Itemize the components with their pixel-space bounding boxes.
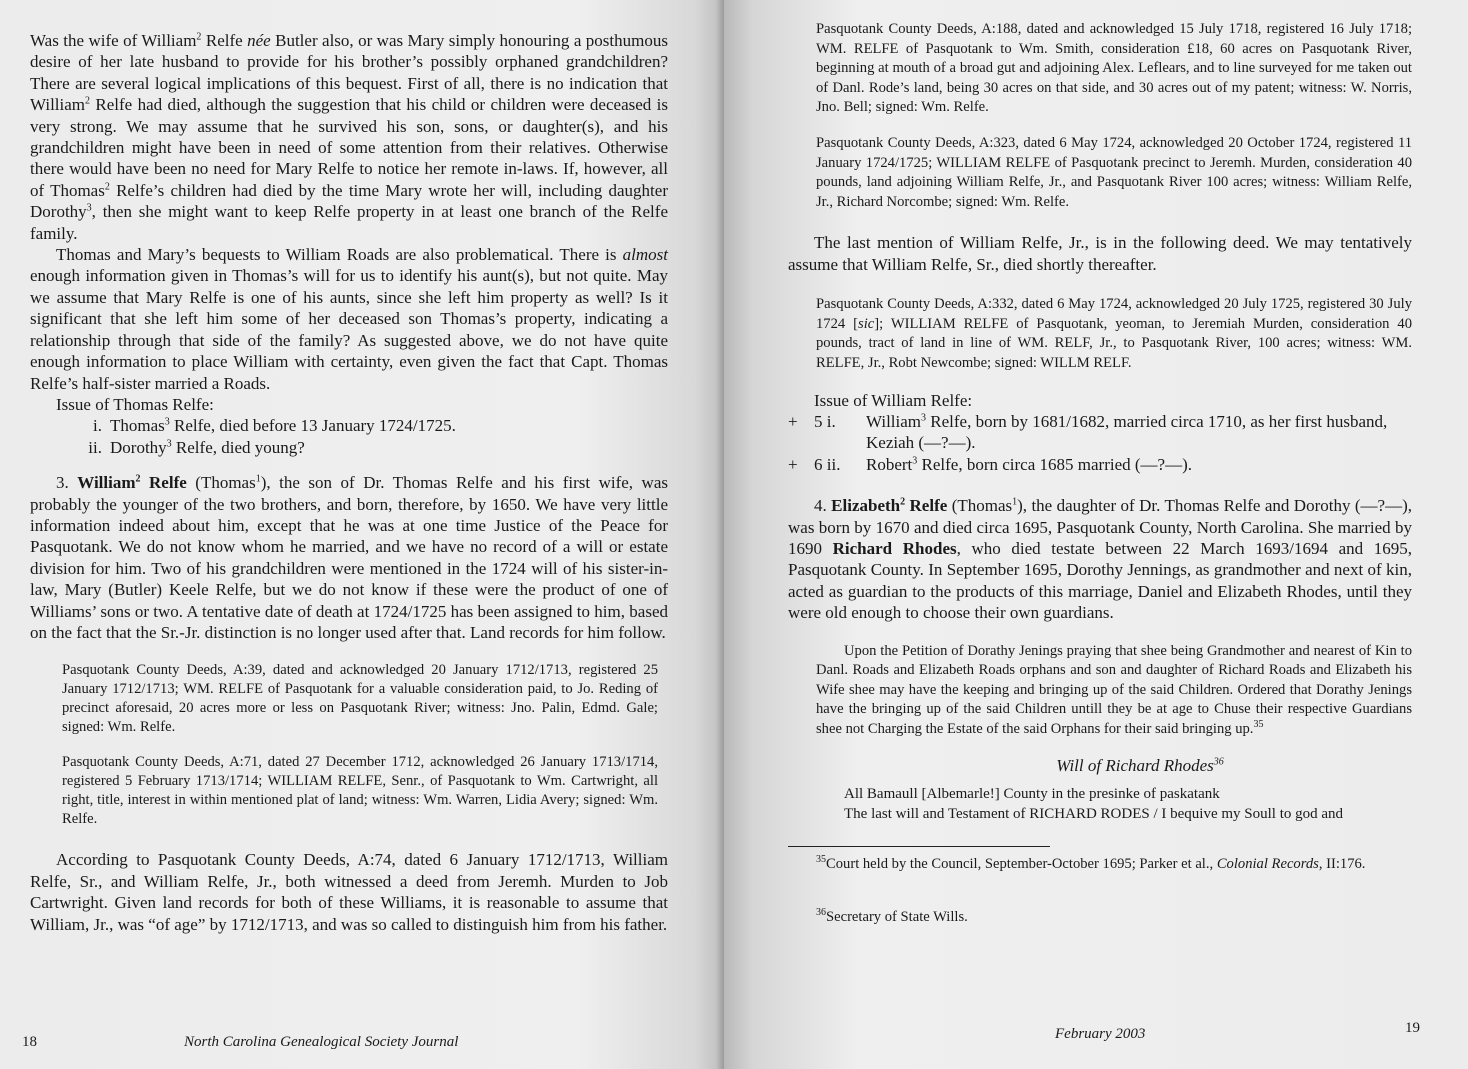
footnote-divider bbox=[788, 846, 1050, 847]
issue-text: Robert$^3$ Relfe, born circa 1685 married (—?—). bbox=[866, 454, 1193, 474]
list-item bbox=[30, 437, 668, 458]
deed-a71: Pasquotank County Deeds, A:71, dated 27 December 1712, acknowledged 26 January 1713/1714, registered 5 February 1713/1714; WILLIAM RELFE, Senr., of Pasquotank to Wm. Cartwright, all right, title, interest in within mentioned plat of land; witness: Wm. Warren, Lidia Avery; signed: Wm. Relfe. bbox=[62, 754, 658, 828]
deed-a39: Pasquotank County Deeds, A:39, dated and acknowledged 20 January 1712/1713, registered 25 January 1712/1713; WM. RELFE of Pasquotank for a valuable consideration paid, to Jo. Reding of precinct aforesaid, 20 acres more or less on Pasquotank River; witness: Jno. Palin, Edmd. Gale; signed: Wm. Relfe. bbox=[62, 662, 658, 736]
issue-text: Dorothy$^3$ Relfe, died young? bbox=[110, 437, 305, 457]
page-number: 18 bbox=[22, 1034, 37, 1050]
issue-text: Thomas$^3$ Relfe, died before 13 January 1724/1725. bbox=[110, 416, 456, 436]
paragraph-last-mention: The last mention of William Relfe, Jr., is in the following deed. We may tentatively assume that William Relfe, Sr., died shortly thereafter. bbox=[788, 233, 1412, 274]
issue-heading: Issue of Thomas Relfe: bbox=[56, 394, 214, 414]
issue-number: 5 i. bbox=[814, 411, 836, 431]
left-page bbox=[0, 0, 724, 1069]
right-page bbox=[724, 0, 1468, 1069]
will-title: Will of Richard Rhodes$^{36}$ bbox=[1056, 755, 1224, 775]
deed-a188: Pasquotank County Deeds, A:188, dated and acknowledged 15 July 1718, registered 16 July 1718; WM. RELFE of Pasquotank to Wm. Smith, consideration £18, 60 acres on Pasquotank River, beginning at mouth of a broad gut and adjoining Alex. Leflears, and to line surveyed for me taken out of Danl. Rode’s land, being 30 acres on that side, and 30 acres out of my patent; witness: W. Norris, Jno. Bell; signed: Wm. Relfe. bbox=[816, 21, 1412, 116]
issue-marker: + bbox=[788, 454, 798, 474]
petition-quote: Upon the Petition of Dorathy Jenings praying that shee being Grandmother and nearest of Kin to Danl. Roads and Elizabeth Roads orphans and son and daughter of Richard Roads and Elizabeth his Wife shee may have the keeping and bringing up of the said Children. Ordered that Dorathy Jenings have the bringing up of the said Children untill they be at age to Chuse their respective Guardians shee not Charging the Estate of the said Orphans for their said bringing up.$^{35}$ bbox=[816, 642, 1412, 737]
issue-text: William$^3$ Relfe, born by 1681/1682, married circa 1710, as her first husband, bbox=[866, 411, 1388, 431]
deed-a332: Pasquotank County Deeds, A:332, dated 6 May 1724, acknowledged 20 July 1725, registered 30 July 1724 [sic]; WILLIAM RELFE of Pasquotank, yeoman, to Jeremiah Murden, consideration 40 pounds, tract of land in line of WM. RELF, Jr., to Pasquotank River, 100 acres; witness: WM. RELFE, Jr., Robt Newcombe; signed: WILLM RELF. bbox=[816, 296, 1412, 371]
list-item bbox=[30, 415, 668, 436]
will-line: The last will and Testament of RICHARD RODES / I bequive my Soull to god and bbox=[844, 805, 1344, 822]
paragraph-elizabeth-entry: 4. Elizabeth$^2$ Relfe (Thomas$^1$), the daughter of Dr. Thomas Relfe and Dorothy (—?—), was born by 1670 and died circa 1695, Pasquotank County, North Carolina. She married by 1690 Richard Rhodes, who died testate between 22 March 1693/1694 and 1695, Pasquotank County. In September 1695, Dorothy Jennings, as grandmother and next of kin, acted as guardian to the products of this marriage, Daniel and Elizabeth Rhodes, until they were old enough to choose their own guardians. bbox=[788, 496, 1413, 623]
list-item bbox=[788, 411, 1412, 432]
paragraph-bequests: Thomas and Mary’s bequests to William Roads are also problematical. There is almost enough information given in Thomas’s will for us to identify his aunt(s), but not quite. May we assume that Mary Relfe is one of his aunts, since she left him property as well? Is it significant that she left him some of her deceased son Thomas’s property, indicating a relationship through that side of the family? As suggested above, we do not have quite enough information to place William with certainty, even given the fact that Capt. Thomas Relfe’s half-sister married a Roads. bbox=[30, 245, 668, 393]
footnote-35: $^{35}$Court held by the Council, September-October 1695; Parker et al., Colonial Records, II:176. bbox=[816, 853, 1366, 872]
issue-number: i. bbox=[93, 416, 102, 436]
issue-list bbox=[788, 411, 1412, 475]
issue-heading: Issue of William Relfe: bbox=[814, 390, 973, 410]
paragraph-william-entry: 3. William$^2$ Relfe (Thomas$^1$), the son of Dr. Thomas Relfe and his first wife, was probably the younger of the two brothers, and born, therefore, by 1650. We have very little information indeed about him, except that he was at one time Justice of the Peace for Pasquotank. We do not know whom he married, and we have no record of a will or estate division for him. Two of his grandchildren were mentioned in the 1724 will of his sister-in-law, Mary (Butler) Keele Relfe, but we do not know if these were the product of one of Williams’ sons or two. A tentative date of death at 1724/1725 has been assigned to him, based on the fact that the Sr.-Jr. distinction is no longer used after that. Land records for him follow. bbox=[30, 473, 668, 642]
paragraph-wife-question: Was the wife of William$^2$ Relfe née Butler also, or was Mary simply honouring a posthumous desire of her late husband to provide for his brother’s possibly orphaned grandchildren? There are several logical implications of this bequest. First of all, there is no indication that William$^2$ Relfe had died, although the suggestion that his child or children were deceased is very strong. We may assume that he survived his son, sons, or daughter(s), and his grandchildren might have been in need of some attention from their relatives. Otherwise there would have been no need for Mary Relfe to notice her remote in-laws. If, however, all of Thomas$^2$ Relfe’s children had died by the time Mary wrote her will, including daughter Dorothy$^3$, then she might want to keep Relfe property in at least one branch of the Relfe family. bbox=[30, 31, 668, 243]
footnote-36: $^{36}$Secretary of State Wills. bbox=[816, 906, 968, 925]
list-item-continuation: Keziah (—?—). bbox=[866, 433, 976, 453]
list-item bbox=[788, 454, 1412, 475]
paragraph-deed-a74: According to Pasquotank County Deeds, A:74, dated 6 January 1712/1713, William Relfe, Sr., and William Relfe, Jr., both witnessed a deed from Jeremh. Murden to Job Cartwright. Given land records for both of these Williams, it is reasonable to assume that William, Jr., was “of age” by 1712/1713, and was so called to distinguish him from his father. bbox=[30, 850, 668, 934]
issue-marker: + bbox=[788, 411, 798, 431]
running-footer: North Carolina Genealogical Society Journal bbox=[184, 1034, 459, 1050]
running-footer-date: February 2003 bbox=[1055, 1026, 1146, 1042]
issue-list bbox=[30, 415, 668, 458]
deed-a323: Pasquotank County Deeds, A:323, dated 6 May 1724, acknowledged 20 October 1724, registered 11 January 1724/1725; WILLIAM RELFE of Pasquotank precinct to Jeremh. Murden, consideration 40 pounds, land adjoining William Relfe, Jr., and Pasquotank River 100 acres; witness: William Relfe, Jr., Richard Norcombe; signed: Wm. Relfe. bbox=[816, 134, 1412, 210]
issue-number: ii. bbox=[88, 437, 102, 457]
will-line: All Bamaull [Albemarle!] County in the presinke of paskatank bbox=[844, 785, 1220, 802]
issue-number: 6 ii. bbox=[814, 454, 841, 474]
page-number: 19 bbox=[1405, 1020, 1420, 1036]
